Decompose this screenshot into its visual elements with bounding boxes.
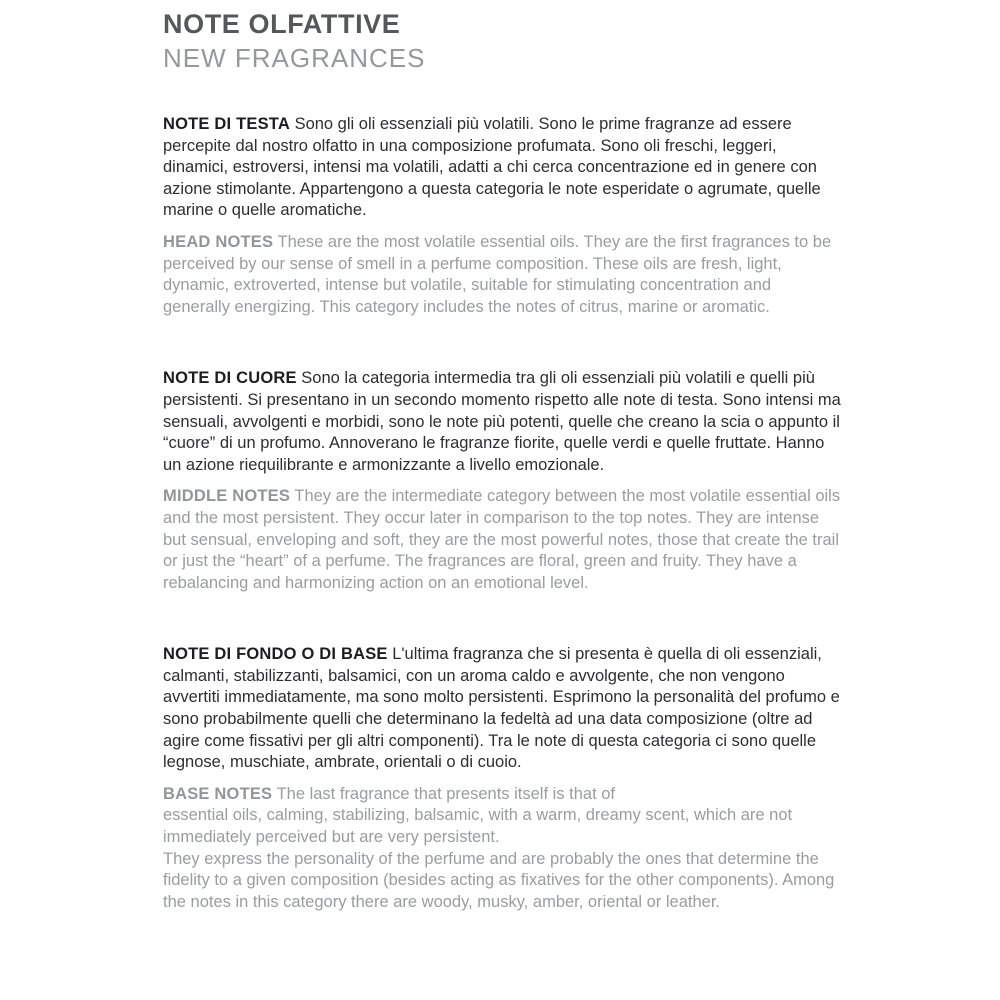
head-notes-italian-label: NOTE DI TESTA (163, 115, 290, 133)
section-head-notes (163, 114, 841, 318)
middle-notes-english-paragraph (163, 486, 841, 594)
middle-notes-italian-label: NOTE DI CUORE (163, 369, 297, 388)
head-notes-italian-text: Sono gli oli essenziali più volatili. Sono le prime fragranze ad essere percepite dal nostro olfatto in una composizione profumata. Sono oli freschi, leggeri, dinamici, estroversi, intensi ma volatili, adatti a chi cerca concentrazione ed in genere con azione stimolante. Appartengono a questa categoria le note esperidate o agrumate, quelle marine o quelle aromatiche. (163, 115, 821, 220)
base-notes-italian-paragraph (163, 644, 841, 774)
page-header (163, 8, 841, 74)
page-content (163, 8, 841, 913)
page-title: NOTE OLFATTIVE (163, 9, 401, 39)
middle-notes-italian-text: Sono la categoria intermedia tra gli oli essenziali più volatili e quelli più persistenti. Si presentano in un secondo momento rispetto alle note di testa. Sono intensi ma sensuali, avvolgenti e morbidi, sono le note più potenti, quelle che creano la scia o appunto il “cuore” di un profumo. Annoverano le fragranze fiorite, quelle verdi e quelle fruttate. Hanno un azione riequilibrante e armonizzante a livello emozionale. (163, 369, 841, 474)
head-notes-italian-paragraph (163, 114, 841, 222)
middle-notes-italian-paragraph (163, 368, 841, 476)
middle-notes-english-label: MIDDLE NOTES (163, 487, 291, 506)
base-notes-english-paragraph (163, 784, 841, 914)
base-notes-italian-text: L'ultima fragranza che si presenta è quella di oli essenziali, calmanti, stabilizzanti, balsamici, con un aroma caldo e avvolgente, che non vengono avvertiti immediatamente, ma sono molto persistenti. Esprimono la personalità del profumo e sono probabilmente quelli che determinano la fedeltà ad una data composizione (oltre ad agire come fissativi per gli altri componenti). Tra le note di questa categoria ci sono quelle legnose, muschiate, ambrate, orientali o di cuoio. (163, 645, 840, 772)
section-base-notes (163, 644, 841, 913)
section-middle-notes (163, 368, 841, 594)
head-notes-english-paragraph (163, 232, 841, 318)
base-notes-italian-label: NOTE DI FONDO O DI BASE (163, 645, 388, 664)
middle-notes-english-text: They are the intermediate category between the most volatile essential oils and the most persistent. They occur later in comparison to the top notes. They are intense but sensual, enveloping and soft, they are the most powerful notes, those that create the trail or just the “heart” of a perfume. The fragrances are floral, green and fruity. They have a rebalancing and harmonizing action on an emotional level. (163, 487, 841, 592)
head-notes-english-label: HEAD NOTES (163, 232, 274, 251)
base-notes-english-text: The last fragrance that presents itself is that of essential oils, calming, stabilizing, balsamic, with a warm, dreamy scent, which are not immediately perceived but are very persistent. They express the personality of the perfume and are probably the ones that determine the fidelity to a given composition (besides acting as fixatives for the other components). Among the notes in this category there are woody, musky, amber, oriental or leather. (163, 784, 835, 911)
head-notes-english-text: These are the most volatile essential oils. They are the first fragrances to be perceived by our sense of smell in a perfume composition. These oils are fresh, light, dynamic, extroverted, intense but volatile, suitable for stimulating concentration and generally energizing. This category includes the notes of citrus, marine or aromatic. (163, 232, 832, 316)
base-notes-english-label: BASE NOTES (163, 784, 273, 803)
page-subtitle: NEW FRAGRANCES (163, 43, 426, 73)
